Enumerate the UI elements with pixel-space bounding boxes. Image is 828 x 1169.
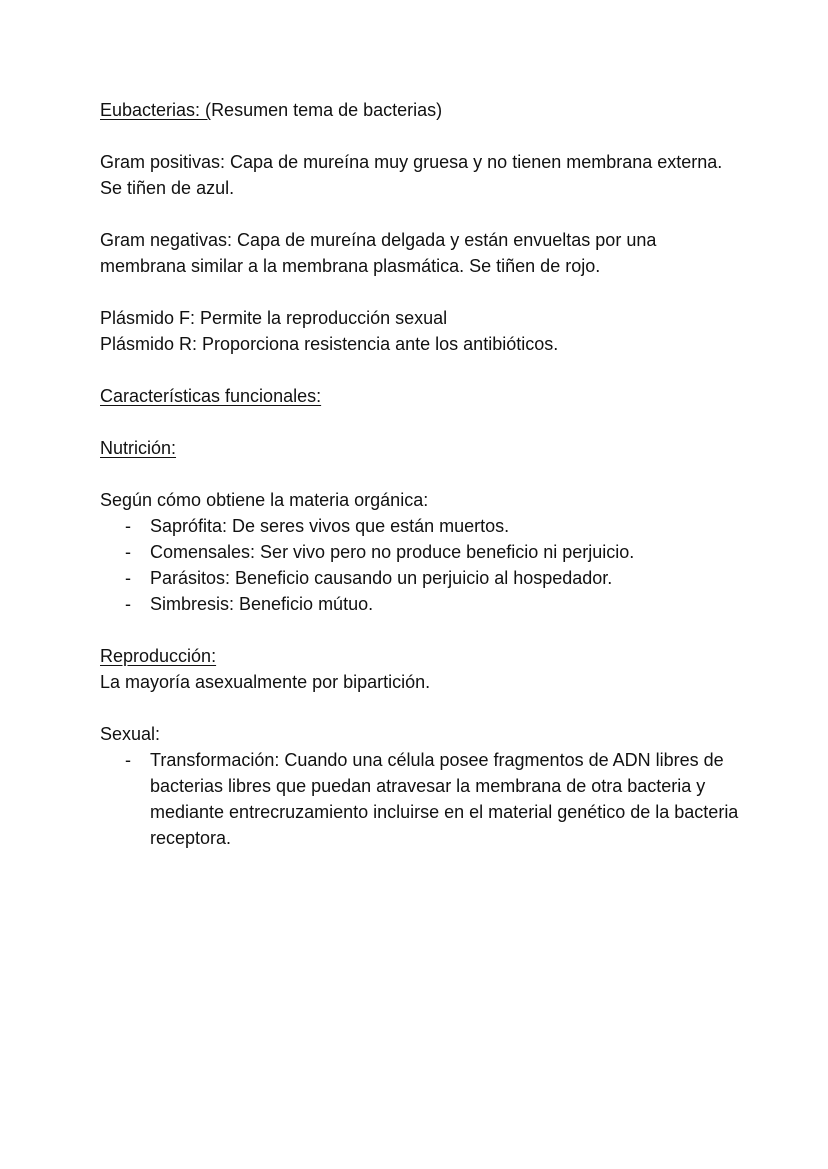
nutricion-intro: Según cómo obtiene la materia orgánica:: [100, 490, 429, 510]
gram-negativas-paragraph: Gram negativas: Capa de mureína delgada y están envueltas por una membrana similar a la membrana plasmática. Se tiñen de rojo.: [100, 230, 657, 276]
gram-positivas-paragraph: Gram positivas: Capa de mureína muy gruesa y no tienen membrana externa. Se tiñen de azul.: [100, 152, 723, 198]
sexual-heading: Sexual:: [100, 724, 161, 744]
title-underlined: Eubacterias: (: [100, 100, 212, 120]
caracteristicas-heading: [100, 383, 740, 409]
plasmido-r-line: Plásmido R: Proporciona resistencia ante los antibióticos.: [100, 334, 559, 354]
plasmido-f-line: Plásmido F: Permite la reproducción sexual: [100, 308, 448, 328]
list-item: - Parásitos: Beneficio causando un perjuicio al hospedador.: [100, 565, 740, 591]
reproduccion-heading-text: Reproducción:: [100, 646, 217, 666]
list-item: - Transformación: Cuando una célula posee fragmentos de ADN libres de bacterias libres que puedan atravesar la membrana de otra bacteria y mediante entrecruzamiento incluirse en el material genético de la bacteria receptora.: [100, 747, 740, 851]
sexual-list: [100, 747, 740, 851]
list-item: - Simbresis: Beneficio mútuo.: [100, 591, 740, 617]
nutricion-heading: [100, 435, 740, 461]
document-page: [100, 97, 740, 851]
nutricion-list: [100, 513, 740, 617]
reproduccion-heading: [100, 643, 740, 669]
reproduccion-text: La mayoría asexualmente por bipartición.: [100, 672, 431, 692]
document-title: [100, 97, 740, 123]
list-item: - Saprófita: De seres vivos que están muertos.: [100, 513, 740, 539]
caracteristicas-heading-text: Características funcionales:: [100, 386, 322, 406]
nutricion-heading-text: Nutrición:: [100, 438, 177, 458]
list-item: - Comensales: Ser vivo pero no produce beneficio ni perjuicio.: [100, 539, 740, 565]
title-rest: Resumen tema de bacterias): [211, 100, 443, 120]
